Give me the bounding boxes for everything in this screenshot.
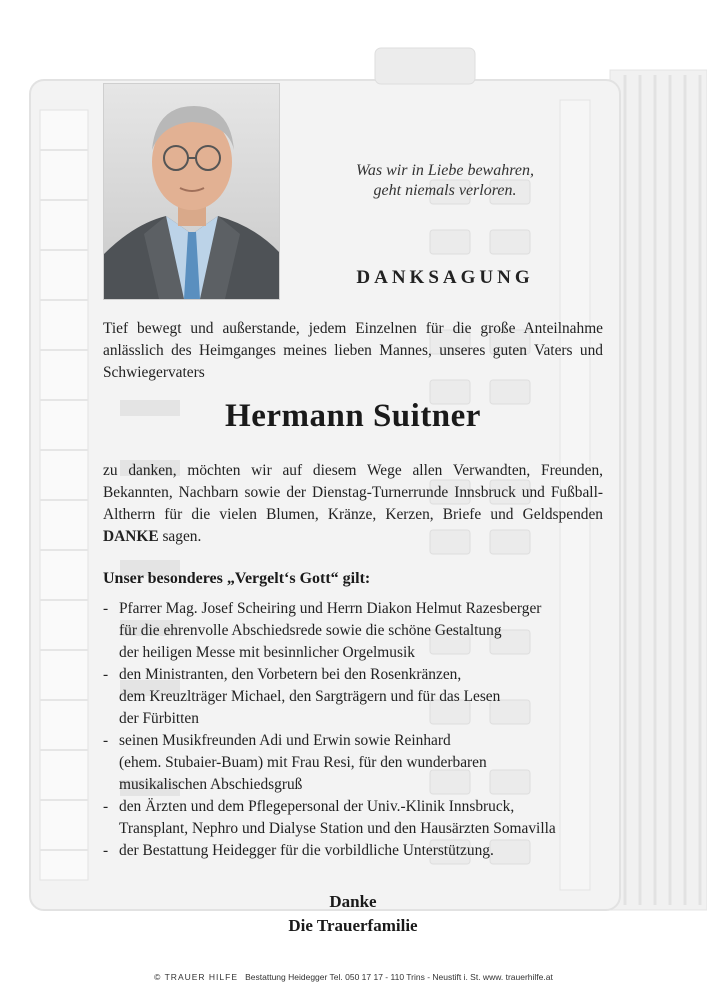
portrait-photo: [103, 83, 280, 300]
list-item-line: den Ärzten und dem Pflegepersonal der Univ.-Klinik Innsbruck,: [119, 798, 515, 815]
intro-paragraph: Tief bewegt und außerstande, jedem Einzelnen für die große Anteilnahme anlässlich des Heimganges meines lieben Mannes, unseres guten Vaters und Schwiegervaters: [103, 320, 603, 381]
special-thanks-heading: Unser besonderes „Vergelt‘s Gott“ gilt:: [103, 570, 371, 587]
list-item-line: (ehem. Stubaier-Buam) mit Frau Resi, für den wunderbaren: [119, 754, 487, 771]
thanks-text-after: sagen.: [158, 528, 202, 545]
list-dash: -: [103, 798, 109, 815]
list-item-line: der heiligen Messe mit besinnlicher Orgelmusik: [119, 644, 415, 661]
list-item: [103, 664, 603, 730]
list-item-line: für die ehrenvolle Abschiedsrede sowie die schöne Gestaltung: [119, 622, 502, 639]
list-item-line: den Ministranten, den Vorbetern bei den Rosenkränzen,: [119, 666, 462, 683]
quote: [310, 161, 580, 201]
thanks-text-bold: DANKE: [103, 528, 159, 545]
deceased-name: Hermann Suitner: [225, 398, 481, 434]
closing-line-2: Die Trauerfamilie: [288, 916, 418, 935]
list-item-line: Pfarrer Mag. Josef Scheiring und Herrn Diakon Helmut Razesberger: [119, 600, 542, 617]
thanks-text-before: zu danken, möchten wir auf diesem Wege allen Verwandten, Freunden, Bekannten, Nachbarn sowie der Dienstag-Turnerrunde Innsbruck und Fußball-Altherrn für die vielen Blumen, Kränze, Kerzen, Briefe und Geldspenden: [103, 462, 603, 523]
list-item-line: der Bestattung Heidegger für die vorbildliche Unterstützung.: [119, 842, 494, 859]
list-item: [103, 730, 603, 796]
closing-line-1: Danke: [329, 892, 377, 911]
list-dash: -: [103, 732, 109, 749]
list-dash: -: [103, 842, 109, 859]
list-dash: -: [103, 666, 109, 683]
special-thanks-list: [103, 598, 603, 862]
thanks-paragraph: [103, 460, 603, 548]
page-heading: DANKSAGUNG: [356, 267, 534, 288]
quote-line-1: Was wir in Liebe bewahren,: [356, 162, 534, 179]
list-item: [103, 796, 603, 840]
quote-line-2: geht niemals verloren.: [373, 182, 517, 199]
list-dash: -: [103, 600, 109, 617]
list-item: [103, 840, 603, 862]
list-item-line: der Fürbitten: [119, 710, 199, 727]
list-item-line: seinen Musikfreunden Adi und Erwin sowie Reinhard: [119, 732, 451, 749]
closing: [203, 890, 503, 938]
footer: [0, 972, 707, 982]
list-item-line: musikalischen Abschiedsgruß: [119, 776, 303, 793]
list-item-line: Transplant, Nephro und Dialyse Station und den Hausärzten Somavilla: [119, 820, 556, 837]
footer-brand: © TRAUER HILFE: [154, 972, 239, 982]
list-item-line: dem Kreuzlträger Michael, den Sargträgern und für das Lesen: [119, 688, 501, 705]
list-item: [103, 598, 603, 664]
footer-text: Bestattung Heidegger Tel. 050 17 17 - 110 Trins - Neustift i. St. www. trauerhilfe.at: [245, 972, 553, 982]
